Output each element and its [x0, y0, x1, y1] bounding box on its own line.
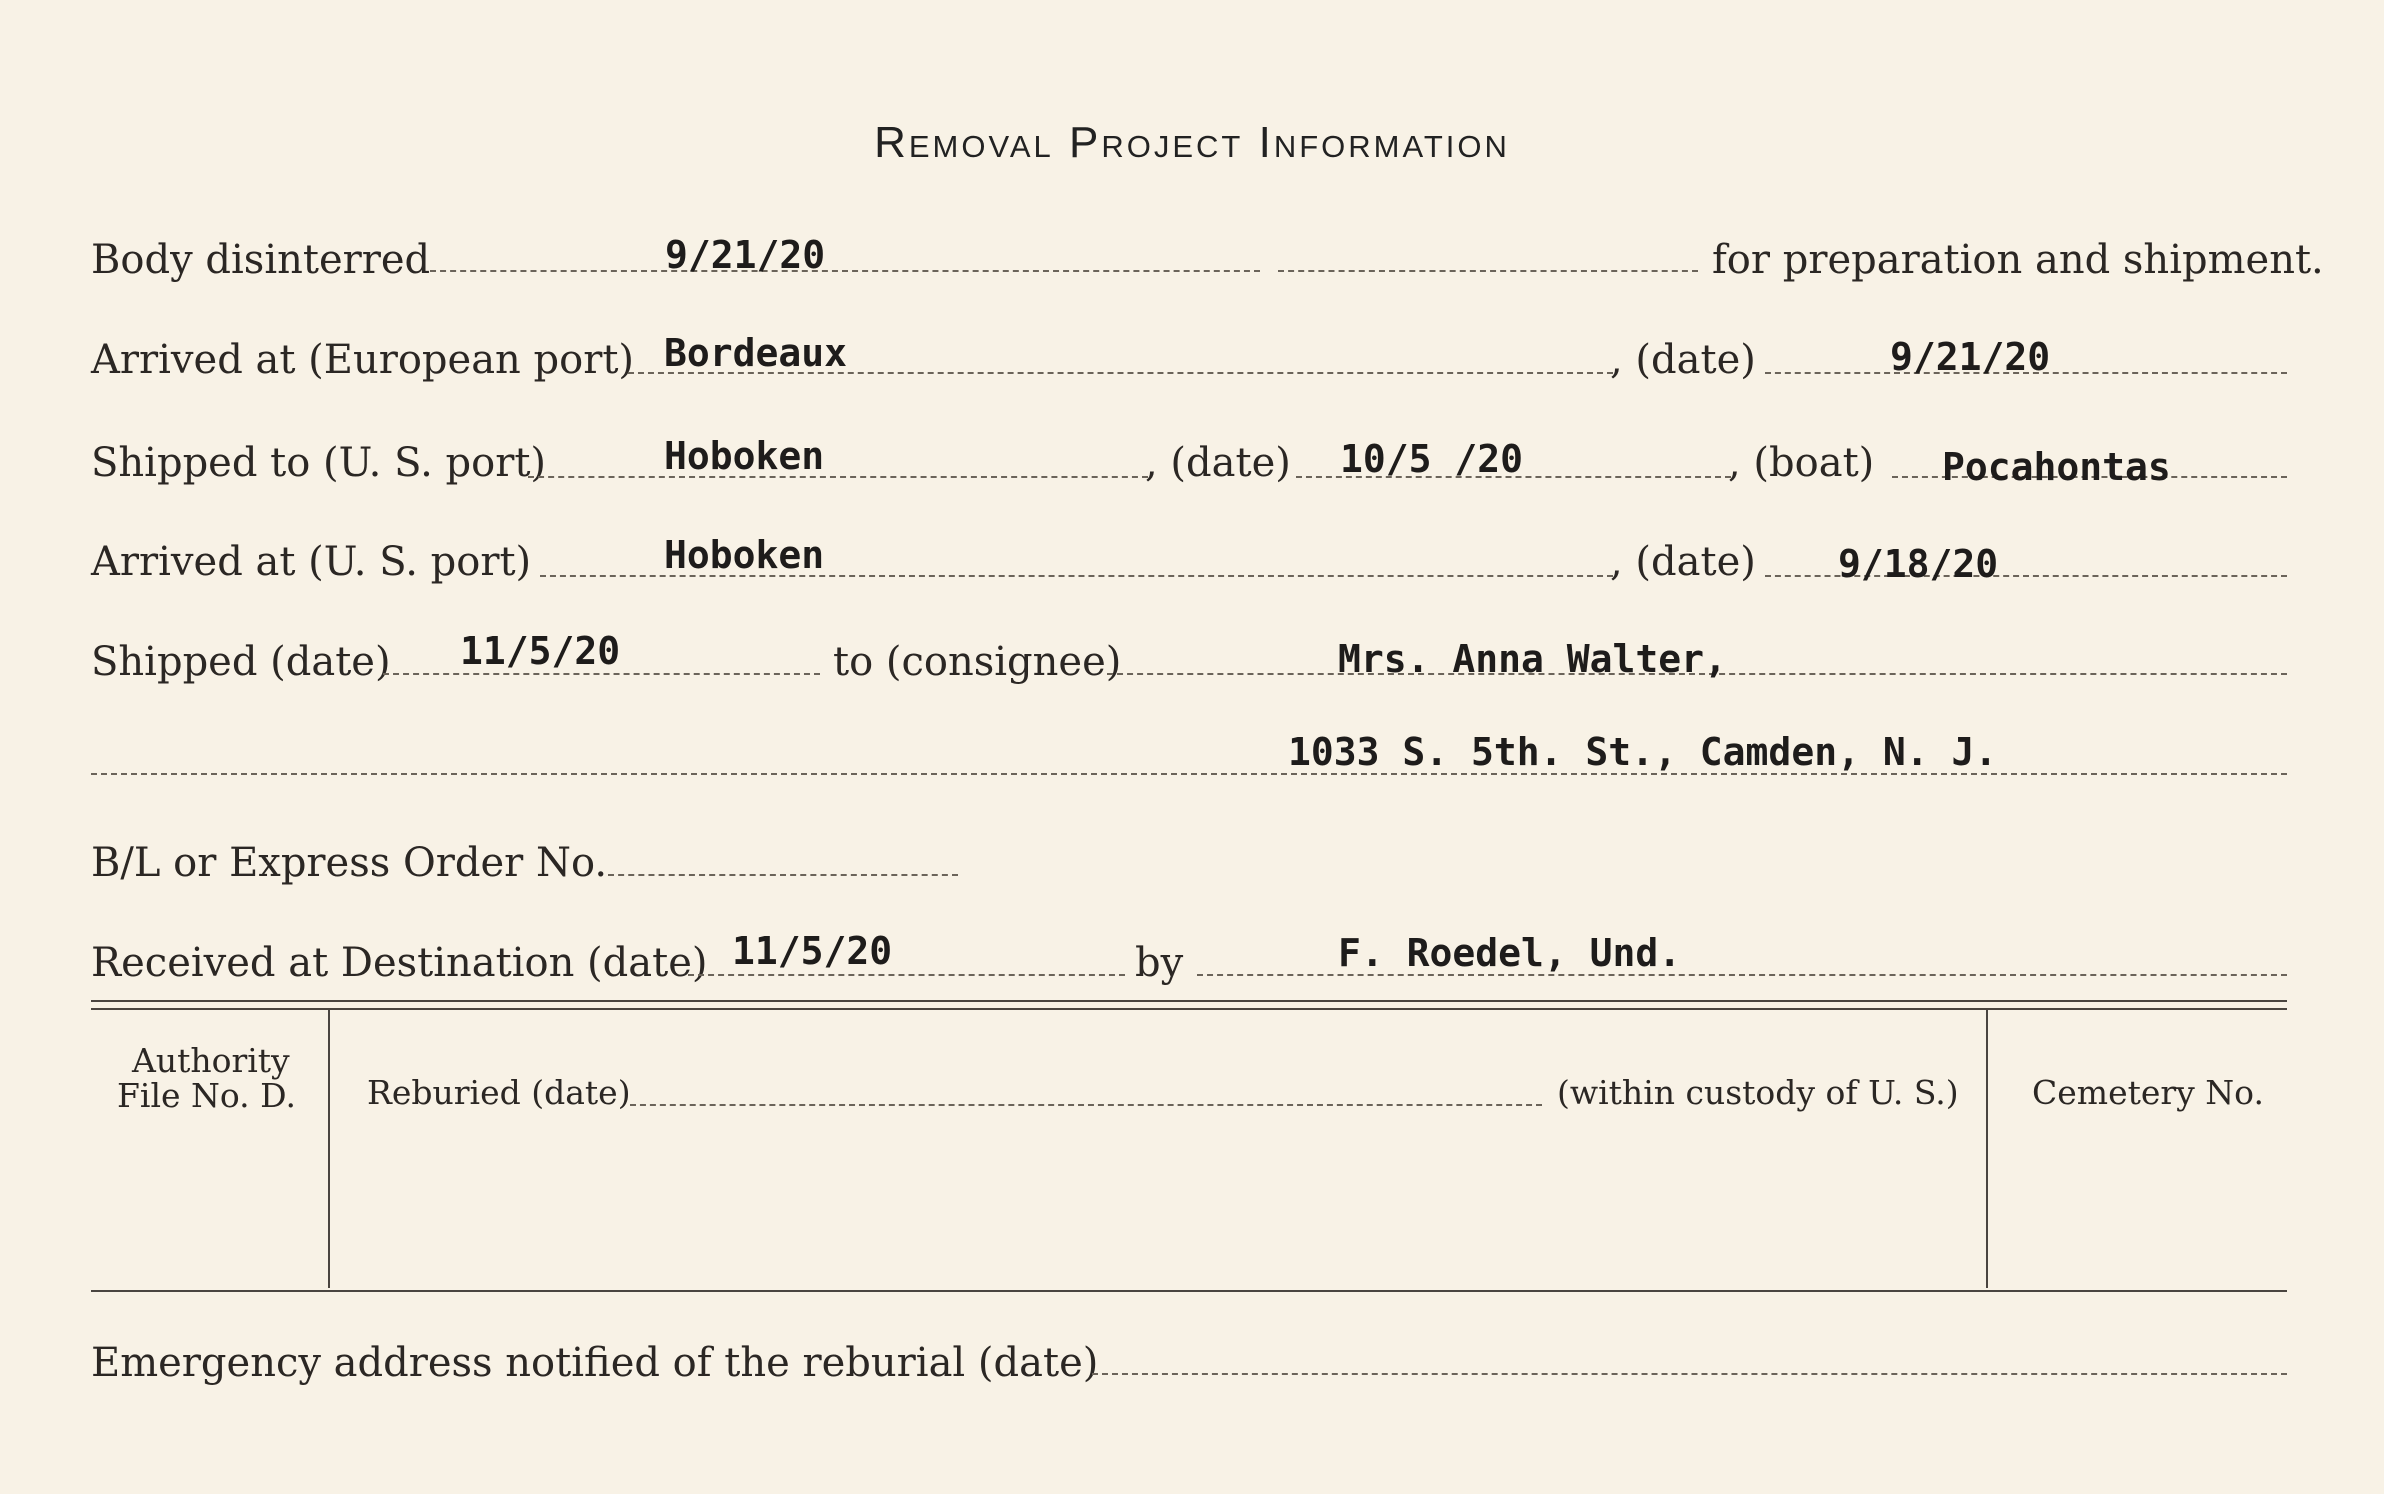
shipped-us-port: Hoboken — [664, 434, 825, 478]
box-divider-left — [328, 1010, 330, 1288]
received-by-label: by — [1135, 940, 1184, 986]
shipped-date-label: Shipped (date) — [91, 639, 391, 685]
shipped-date-line — [383, 673, 820, 675]
arrived-eu-label: Arrived at (European port) — [91, 337, 635, 383]
shipped-us-date-label: , (date) — [1145, 440, 1291, 486]
shipped-us-date: 10/5 /20 — [1340, 437, 1524, 481]
shipped-us-boat: Pocahontas — [1942, 445, 2171, 489]
consignee-name: Mrs. Anna Walter, — [1338, 637, 1727, 681]
custody-label: (within custody of U. S.) — [1557, 1073, 1959, 1112]
double-rule-top — [91, 1000, 2287, 1002]
received-by: F. Roedel, Und. — [1338, 931, 1682, 975]
disinterred-line-2 — [1278, 270, 1698, 272]
shipped-us-label: Shipped to (U. S. port) — [91, 440, 546, 486]
disinterred-date: 9/21/20 — [665, 233, 826, 277]
file-no-label: File No. D. — [117, 1076, 296, 1115]
reburied-label: Reburied (date) — [367, 1073, 631, 1112]
shipped-us-boat-label: , (boat) — [1728, 440, 1875, 486]
arrived-us-date-label: , (date) — [1610, 539, 1756, 585]
bl-line — [608, 874, 958, 876]
consignee-address: 1033 S. 5th. St., Camden, N. J. — [1288, 730, 1998, 774]
received-label: Received at Destination (date) — [91, 940, 708, 986]
disinterred-line — [430, 270, 1260, 272]
shipped-date: 11/5/20 — [460, 629, 621, 673]
arrived-us-date: 9/18/20 — [1838, 542, 1999, 586]
double-rule-bottom — [91, 1008, 2287, 1010]
emergency-line — [1092, 1373, 2287, 1375]
cemetery-label: Cemetery No. — [2032, 1073, 2264, 1112]
disinterred-suffix: for preparation and shipment. — [1712, 237, 2324, 283]
arrived-eu-port: Bordeaux — [664, 331, 848, 375]
arrived-eu-date-label: , (date) — [1610, 337, 1756, 383]
bl-label: B/L or Express Order No. — [91, 840, 608, 886]
reburied-line — [630, 1104, 1542, 1106]
card-title: Removal Project Information — [874, 118, 1510, 167]
arrived-us-port: Hoboken — [664, 533, 825, 577]
consignee-label: to (consignee) — [833, 639, 1122, 685]
authority-label: Authority — [132, 1041, 290, 1080]
shipped-us-line — [528, 476, 1148, 478]
disinterred-label: Body disinterred — [91, 237, 431, 283]
box-divider-right — [1986, 1010, 1988, 1288]
box-bottom-rule — [91, 1290, 2287, 1292]
arrived-eu-date: 9/21/20 — [1890, 335, 2051, 379]
received-date-line — [688, 974, 1125, 976]
emergency-label: Emergency address notified of the reburial (date) — [91, 1340, 1099, 1386]
arrived-us-label: Arrived at (U. S. port) — [91, 539, 532, 585]
received-date: 11/5/20 — [732, 929, 893, 973]
